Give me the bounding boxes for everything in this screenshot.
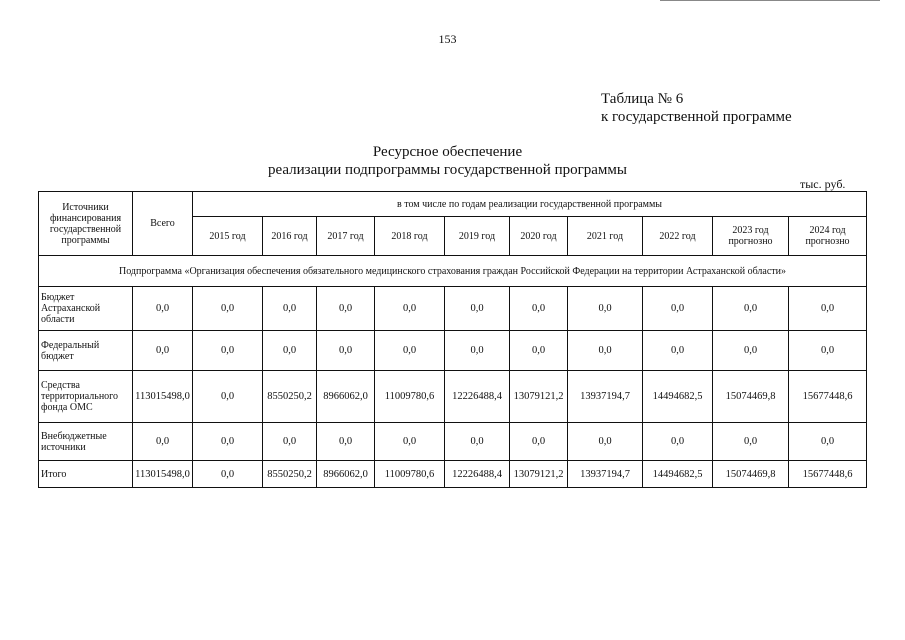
row-value: 13079121,2 bbox=[510, 461, 568, 488]
row-value: 15074469,8 bbox=[713, 371, 789, 423]
header-source: Источники финансирования государственной программы bbox=[39, 192, 133, 256]
row-value: 0,0 bbox=[317, 423, 375, 461]
header-year: 2021 год bbox=[568, 217, 643, 256]
row-value: 0,0 bbox=[510, 331, 568, 371]
row-value: 15677448,6 bbox=[789, 461, 867, 488]
row-value: 0,0 bbox=[193, 331, 263, 371]
row-total: 0,0 bbox=[133, 331, 193, 371]
row-value: 0,0 bbox=[789, 423, 867, 461]
row-value: 0,0 bbox=[445, 423, 510, 461]
row-value: 0,0 bbox=[317, 331, 375, 371]
row-value: 0,0 bbox=[193, 371, 263, 423]
row-value: 0,0 bbox=[263, 423, 317, 461]
row-value: 13937194,7 bbox=[568, 461, 643, 488]
row-value: 0,0 bbox=[375, 331, 445, 371]
row-value: 13937194,7 bbox=[568, 371, 643, 423]
subprogram-row bbox=[39, 256, 867, 287]
row-value: 15074469,8 bbox=[713, 461, 789, 488]
page-number: 153 bbox=[438, 32, 457, 46]
row-value: 8550250,2 bbox=[263, 461, 317, 488]
row-value: 0,0 bbox=[193, 461, 263, 488]
row-total: 0,0 bbox=[133, 423, 193, 461]
header-row-1 bbox=[39, 192, 867, 217]
row-value: 0,0 bbox=[643, 331, 713, 371]
row-value: 0,0 bbox=[643, 423, 713, 461]
row-value: 0,0 bbox=[263, 331, 317, 371]
scan-edge-line bbox=[660, 0, 880, 1]
row-value: 8966062,0 bbox=[317, 371, 375, 423]
row-value: 0,0 bbox=[445, 287, 510, 331]
header-year: 2016 год bbox=[263, 217, 317, 256]
row-value: 0,0 bbox=[317, 287, 375, 331]
header-year: 2017 год bbox=[317, 217, 375, 256]
table-caption bbox=[601, 90, 792, 126]
row-source: Федеральный бюджет bbox=[39, 331, 133, 371]
table-row bbox=[39, 423, 867, 461]
table-row bbox=[39, 371, 867, 423]
resource-table bbox=[38, 191, 867, 488]
table-number: Таблица № 6 bbox=[601, 91, 684, 107]
row-total: 113015498,0 bbox=[133, 461, 193, 488]
header-year: 2015 год bbox=[193, 217, 263, 256]
row-value: 13079121,2 bbox=[510, 371, 568, 423]
row-source: Средства территориального фонда ОМС bbox=[39, 371, 133, 423]
header-year: 2023 год прогнозно bbox=[713, 217, 789, 256]
row-value: 0,0 bbox=[510, 287, 568, 331]
row-value: 0,0 bbox=[193, 423, 263, 461]
row-value: 0,0 bbox=[713, 423, 789, 461]
table-row-total bbox=[39, 461, 867, 488]
row-value: 12226488,4 bbox=[445, 371, 510, 423]
header-total: Всего bbox=[133, 192, 193, 256]
header-year: 2019 год bbox=[445, 217, 510, 256]
row-value: 15677448,6 bbox=[789, 371, 867, 423]
row-value: 11009780,6 bbox=[375, 371, 445, 423]
header-year: 2020 год bbox=[510, 217, 568, 256]
units-label: тыс. руб. bbox=[800, 177, 846, 191]
row-total: 113015498,0 bbox=[133, 371, 193, 423]
row-value: 0,0 bbox=[510, 423, 568, 461]
header-year: 2018 год bbox=[375, 217, 445, 256]
row-value: 0,0 bbox=[789, 287, 867, 331]
title-line-2: реализации подпрограммы государственной программы bbox=[268, 162, 627, 178]
row-value: 0,0 bbox=[263, 287, 317, 331]
row-value: 0,0 bbox=[568, 331, 643, 371]
table-row bbox=[39, 287, 867, 331]
row-value: 0,0 bbox=[713, 287, 789, 331]
table-note: к государственной программе bbox=[601, 109, 792, 125]
subprogram-title: Подпрограмма «Организация обеспечения обязательного медицинского страхования граждан Российской Федерации на территории Астраханской области» bbox=[39, 256, 867, 287]
row-value: 12226488,4 bbox=[445, 461, 510, 488]
table-row bbox=[39, 331, 867, 371]
row-value: 0,0 bbox=[713, 331, 789, 371]
row-value: 0,0 bbox=[375, 287, 445, 331]
row-value: 8550250,2 bbox=[263, 371, 317, 423]
row-source: Итого bbox=[39, 461, 133, 488]
row-value: 0,0 bbox=[568, 287, 643, 331]
title-line-1: Ресурсное обеспечение bbox=[372, 144, 523, 160]
header-by-years: в том числе по годам реализации государственной программы bbox=[193, 192, 867, 217]
row-value: 0,0 bbox=[568, 423, 643, 461]
row-value: 0,0 bbox=[445, 331, 510, 371]
document-title bbox=[0, 143, 895, 179]
header-year: 2024 год прогнозно bbox=[789, 217, 867, 256]
row-value: 8966062,0 bbox=[317, 461, 375, 488]
row-source: Бюджет Астраханской области bbox=[39, 287, 133, 331]
row-value: 14494682,5 bbox=[643, 461, 713, 488]
row-source: Внебюджетные источники bbox=[39, 423, 133, 461]
header-year: 2022 год bbox=[643, 217, 713, 256]
row-value: 0,0 bbox=[643, 287, 713, 331]
row-value: 14494682,5 bbox=[643, 371, 713, 423]
row-value: 0,0 bbox=[789, 331, 867, 371]
row-value: 11009780,6 bbox=[375, 461, 445, 488]
row-value: 0,0 bbox=[375, 423, 445, 461]
row-total: 0,0 bbox=[133, 287, 193, 331]
row-value: 0,0 bbox=[193, 287, 263, 331]
